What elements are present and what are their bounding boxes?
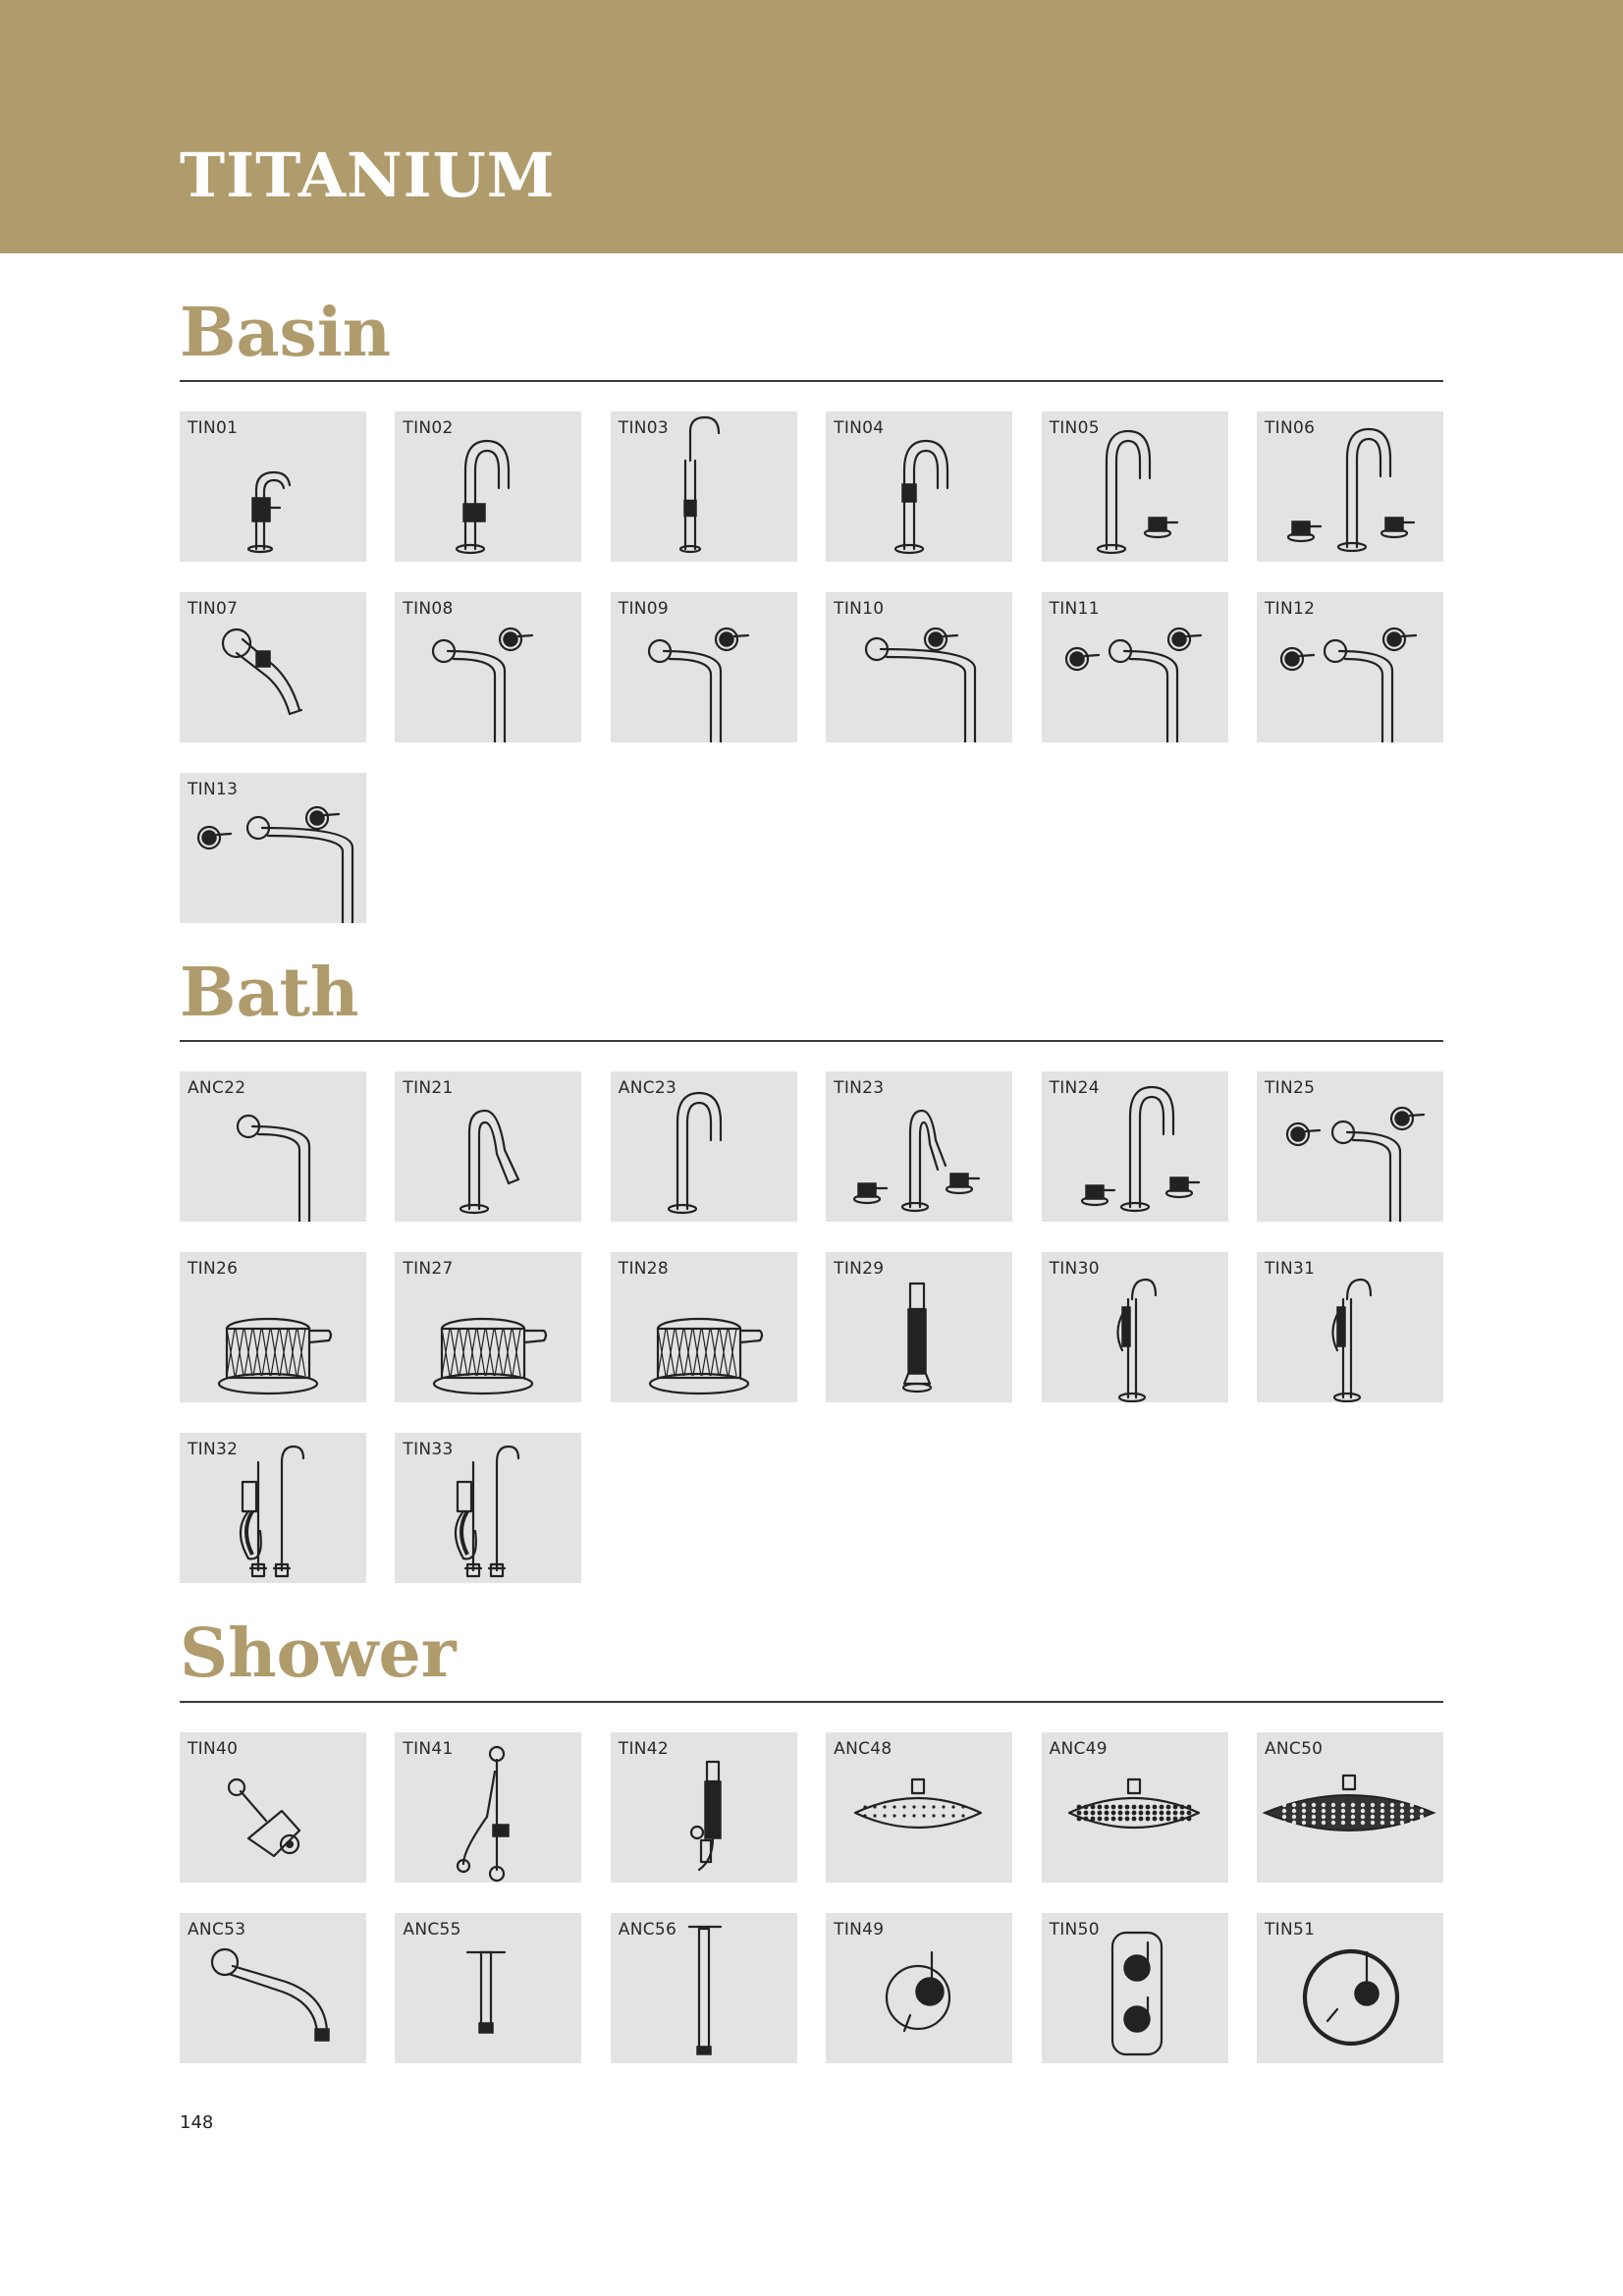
section-divider: [180, 380, 1443, 382]
product-code: TIN03: [618, 418, 670, 438]
section-divider: [180, 1040, 1443, 1042]
product-code: ANC53: [188, 1920, 246, 1940]
product-tile[interactable]: [611, 592, 797, 742]
product-tile[interactable]: [826, 1913, 1012, 2063]
product-tile[interactable]: [1257, 1071, 1443, 1222]
product-code: ANC48: [834, 1739, 893, 1759]
product-tile[interactable]: [611, 1252, 797, 1402]
product-tile[interactable]: [1257, 1732, 1443, 1883]
product-tile[interactable]: [180, 592, 366, 742]
product-tile[interactable]: [180, 1252, 366, 1402]
product-tile[interactable]: [395, 1732, 581, 1883]
section-shower: [180, 1614, 1443, 2063]
product-grid: [180, 411, 1443, 923]
section-title: Shower: [180, 1614, 457, 1693]
product-code: TIN09: [618, 599, 670, 619]
product-tile[interactable]: [180, 773, 366, 923]
section-title: Basin: [180, 294, 392, 372]
section-title: Bath: [180, 954, 359, 1032]
product-tile[interactable]: [1042, 1732, 1228, 1883]
product-code: TIN41: [403, 1739, 454, 1759]
product-code: TIN32: [188, 1440, 239, 1459]
product-code: TIN25: [1264, 1078, 1316, 1098]
product-tile[interactable]: [395, 1913, 581, 2063]
product-tile[interactable]: [180, 1913, 366, 2063]
product-tile[interactable]: [1257, 1913, 1443, 2063]
product-code: ANC23: [618, 1078, 677, 1098]
product-tile[interactable]: [611, 1913, 797, 2063]
product-code: TIN27: [403, 1259, 454, 1279]
product-tile[interactable]: [1042, 1913, 1228, 2063]
product-code: TIN06: [1264, 418, 1316, 438]
page-title: TITANIUM: [180, 139, 556, 211]
product-code: TIN40: [188, 1739, 239, 1759]
product-tile[interactable]: [611, 1732, 797, 1883]
product-code: TIN28: [618, 1259, 670, 1279]
product-code: TIN10: [834, 599, 885, 619]
product-grid: [180, 1732, 1443, 2063]
product-code: TIN24: [1049, 1078, 1100, 1098]
product-code: TIN23: [834, 1078, 885, 1098]
product-code: TIN33: [403, 1440, 454, 1459]
product-code: TIN01: [188, 418, 239, 438]
section-basin: [180, 294, 1443, 923]
product-tile[interactable]: [1257, 411, 1443, 562]
product-tile[interactable]: [826, 411, 1012, 562]
product-code: ANC49: [1049, 1739, 1108, 1759]
product-grid: [180, 1071, 1443, 1583]
product-tile[interactable]: [1257, 592, 1443, 742]
header-banner: [0, 0, 1623, 253]
product-tile[interactable]: [826, 1071, 1012, 1222]
product-code: TIN30: [1049, 1259, 1100, 1279]
product-code: TIN07: [188, 599, 239, 619]
product-code: TIN04: [834, 418, 885, 438]
product-code: TIN51: [1264, 1920, 1316, 1940]
product-tile[interactable]: [1257, 1252, 1443, 1402]
product-code: TIN12: [1264, 599, 1316, 619]
product-code: TIN02: [403, 418, 454, 438]
product-code: ANC55: [403, 1920, 461, 1940]
section-divider: [180, 1701, 1443, 1703]
product-tile[interactable]: [180, 411, 366, 562]
product-tile[interactable]: [826, 1252, 1012, 1402]
product-code: TIN08: [403, 599, 454, 619]
product-code: TIN50: [1049, 1920, 1100, 1940]
product-code: TIN11: [1049, 599, 1100, 619]
product-code: TIN29: [834, 1259, 885, 1279]
product-tile[interactable]: [395, 592, 581, 742]
product-tile[interactable]: [395, 411, 581, 562]
product-code: ANC56: [618, 1920, 677, 1940]
product-tile[interactable]: [1042, 1071, 1228, 1222]
product-code: TIN31: [1264, 1259, 1316, 1279]
product-code: TIN13: [188, 780, 239, 799]
product-tile[interactable]: [180, 1071, 366, 1222]
product-tile[interactable]: [180, 1433, 366, 1583]
product-code: TIN49: [834, 1920, 885, 1940]
product-tile[interactable]: [1042, 1252, 1228, 1402]
product-tile[interactable]: [395, 1071, 581, 1222]
product-code: TIN21: [403, 1078, 454, 1098]
page-number: 148: [180, 2112, 214, 2133]
product-tile[interactable]: [611, 1071, 797, 1222]
product-code: ANC50: [1264, 1739, 1324, 1759]
product-code: ANC22: [188, 1078, 246, 1098]
section-bath: [180, 954, 1443, 1583]
product-code: TIN26: [188, 1259, 239, 1279]
product-tile[interactable]: [1042, 411, 1228, 562]
product-tile[interactable]: [395, 1433, 581, 1583]
product-tile[interactable]: [826, 592, 1012, 742]
product-tile[interactable]: [1042, 592, 1228, 742]
product-tile[interactable]: [611, 411, 797, 562]
product-tile[interactable]: [395, 1252, 581, 1402]
product-tile[interactable]: [826, 1732, 1012, 1883]
product-code: TIN42: [618, 1739, 670, 1759]
product-tile[interactable]: [180, 1732, 366, 1883]
product-code: TIN05: [1049, 418, 1100, 438]
